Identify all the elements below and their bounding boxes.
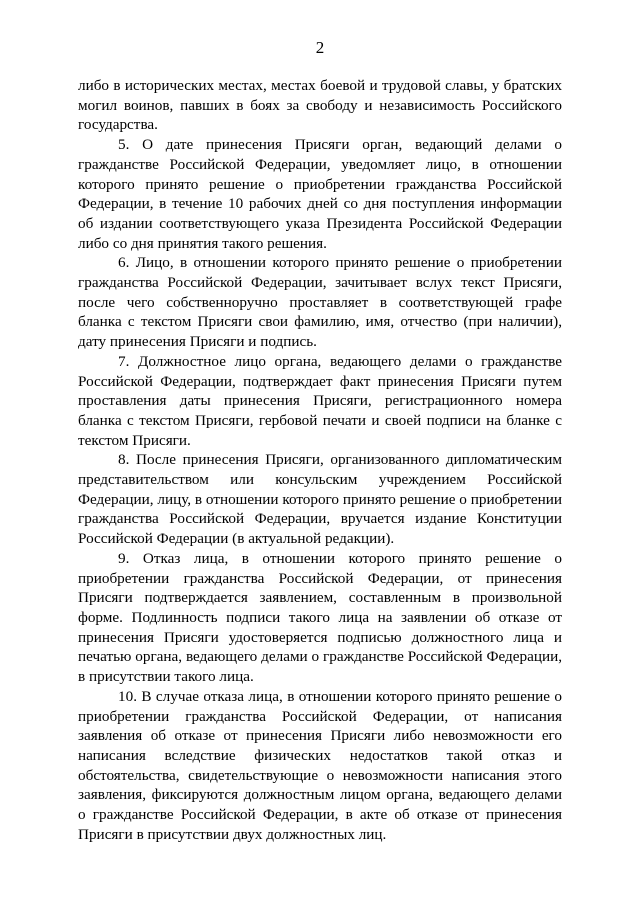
paragraph-6: 6. Лицо, в отношении которого принято решение о приобретении гражданства Российской Федерации, зачитывает вслух текст Присяги, после чего собственноручно проставляет в соответствующей графе бланка с текстом Присяги свои фамилию, имя, отчество (при наличии), дату принесения Присяги и подпись. xyxy=(78,254,562,351)
paragraph-continuation: либо в исторических местах, местах боевой и трудовой славы, у братских могил воинов, павших в боях за свободу и независимость Российского государства. xyxy=(78,77,562,134)
paragraph-5: 5. О дате принесения Присяги орган, ведающий делами о гражданстве Российской Федерации, уведомляет лицо, в отношении которого принято решение о приобретении гражданства Российской Федерации, в течение 10 рабочих дней со дня поступления информации об издании соответствующего указа Президента Российской Федерации либо со дня принятия такого решения. xyxy=(78,136,562,252)
paragraph-10: 10. В случае отказа лица, в отношении которого принято решение о приобретении гражданства Российской Федерации, от написания заявления об отказе от принесения Присяги либо невозможности его написания вследствие физических недостатков такой отказ и обстоятельства, свидетельствующие о невозможности написания этого заявления, фиксируются должностным лицом органа, ведающего делами о гражданстве Российской Федерации, в акте об отказе от принесения Присяги в присутствии двух должностных лиц. xyxy=(78,687,562,843)
page-number: 2 xyxy=(315,38,325,57)
paragraph-7: 7. Должностное лицо органа, ведающего делами о гражданстве Российской Федерации, подтверждает факт принесения Присяги путем проставления даты принесения Присяги, регистрационного номера бланка с текстом Присяги, гербовой печати и своей подписи на бланке с текстом Присяги. xyxy=(78,352,562,449)
paragraph-8: 8. После принесения Присяги, организованного дипломатическим представительством или консульским учреждением Российской Федерации, лицу, в отношении которого принято решение о приобретении гражданства Российской Федерации, вручается издание Конституции Российской Федерации (в актуальной редакции). xyxy=(78,451,562,548)
paragraph-9: 9. Отказ лица, в отношении которого принято решение о приобретении гражданства Российской Федерации, от принесения Присяги подтверждается заявлением, составленным в произвольной форме. Подлинность подписи такого лица на заявлении об отказе от принесения Присяги удостоверяется подписью должностного лица и печатью органа, ведающего делами о гражданстве Российской Федерации, в присутствии такого лица. xyxy=(78,549,562,686)
document-body xyxy=(78,76,562,844)
